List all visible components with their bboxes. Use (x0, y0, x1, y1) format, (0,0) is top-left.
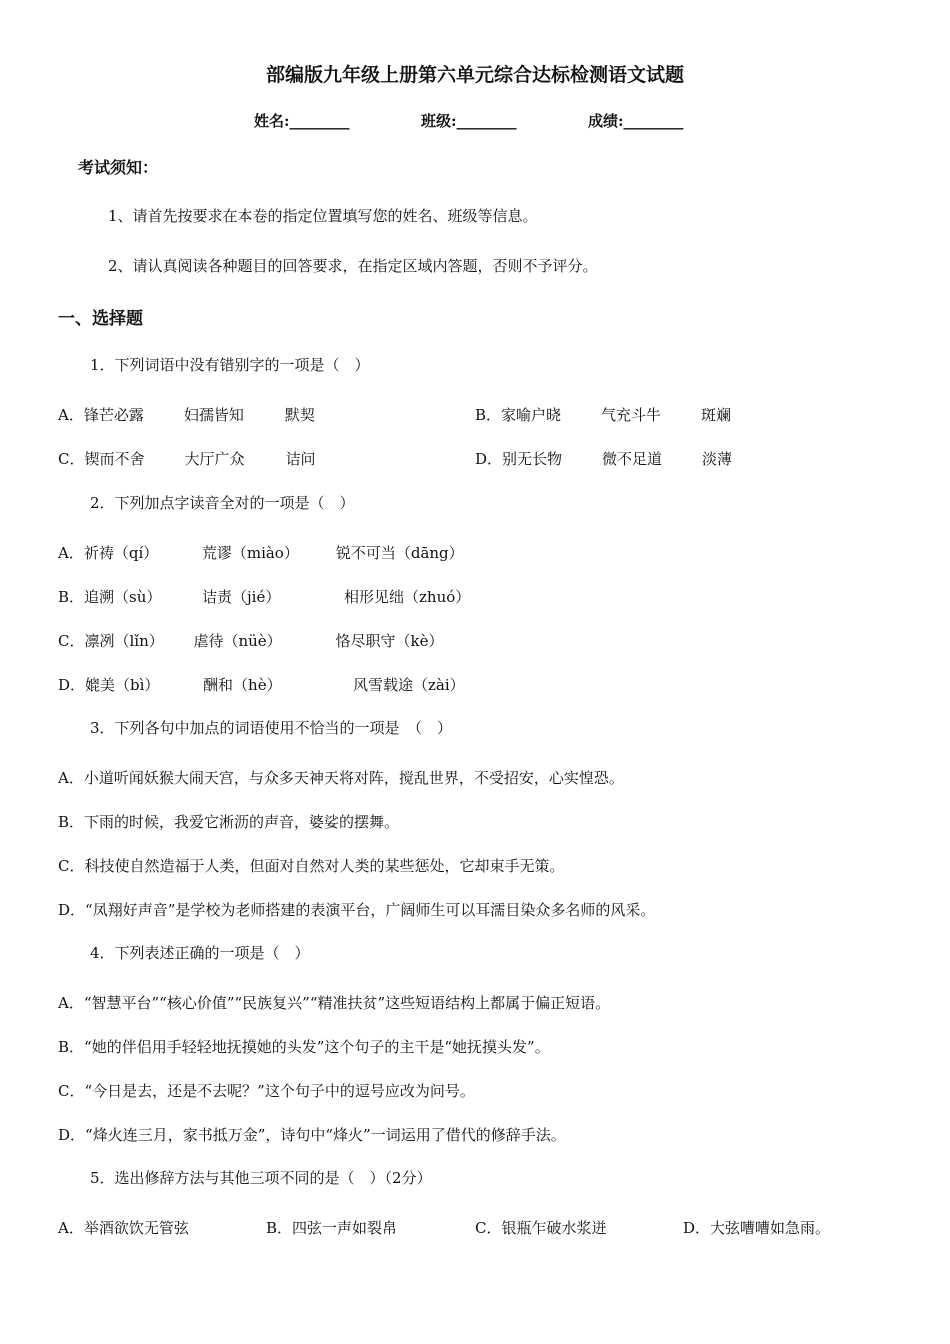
option-word: 锲而不舍 (84, 450, 145, 468)
q4-option-b[interactable]: B．“她的伴侣用手轻轻地抚摸她的头发”这个句子的主干是“她抚摸头发”。 (58, 1038, 550, 1056)
class-field[interactable]: 班级:________ (421, 112, 517, 130)
q2-option-b[interactable] (58, 586, 470, 607)
option-word: 虐待（nüè） (193, 632, 282, 650)
page-title: 部编版九年级上册第六单元综合达标检测语文试题 (265, 64, 684, 86)
name-field[interactable]: 姓名:________ (254, 112, 350, 130)
question-1-stem: 1．下列词语中没有错别字的一项是（ ） (90, 356, 370, 374)
option-label: B． (475, 406, 502, 424)
option-word: 默契 (284, 406, 315, 424)
q2-option-a[interactable] (58, 542, 464, 563)
option-label: D． (58, 676, 86, 694)
option-word: 斑斓 (701, 406, 732, 424)
q4-option-d[interactable]: D．“烽火连三月，家书抵万金”，诗句中“烽火”一词运用了借代的修辞手法。 (58, 1126, 566, 1144)
option-label: B． (58, 588, 85, 606)
option-word: 媲美（bì） (85, 676, 160, 694)
q1-option-b[interactable] (475, 404, 731, 425)
option-word: 淡薄 (702, 450, 733, 468)
q2-option-c[interactable] (58, 630, 443, 651)
option-word: 风雪载途（zài） (353, 676, 465, 694)
option-label: C． (58, 632, 85, 650)
option-word: 家喻户晓 (501, 406, 562, 424)
q1-option-d[interactable] (475, 448, 732, 469)
question-4-stem: 4．下列表述正确的一项是（ ） (90, 944, 310, 962)
q1-option-a[interactable] (58, 404, 315, 425)
notice-item-1: 1、请首先按要求在本卷的指定位置填写您的姓名、班级等信息。 (108, 207, 538, 225)
option-word: 别无长物 (502, 450, 563, 468)
option-word: 诘责（jié） (202, 588, 281, 606)
option-word: 恪尽职守（kè） (335, 632, 444, 650)
option-label: D． (475, 450, 503, 468)
q3-option-b[interactable]: B．下雨的时候，我爱它淅沥的声音，婆娑的摆舞。 (58, 813, 400, 831)
question-5-stem: 5．选出修辞方法与其他三项不同的是（ ）（2分） (90, 1169, 432, 1187)
notice-heading: 考试须知： (78, 158, 159, 177)
q5-option-a[interactable]: A．举酒欲饮无管弦 (58, 1219, 189, 1237)
q3-option-c[interactable]: C．科技使自然造福于人类，但面对自然对人类的某些惩处，它却束手无策。 (58, 857, 565, 875)
option-word: 追溯（sù） (84, 588, 162, 606)
q3-option-d[interactable]: D．“凤翔好声音”是学校为老师搭建的表演平台，广阔师生可以耳濡目染众多名师的风采。 (58, 901, 656, 919)
q4-option-a[interactable]: A．“智慧平台”“核心价值”“民族复兴”“精准扶贫”这些短语结构上都属于偏正短语。 (58, 994, 611, 1012)
option-word: 妇孺皆知 (183, 406, 244, 424)
question-3-stem: 3．下列各句中加点的词语使用不恰当的一项是 （ ） (90, 719, 453, 737)
score-field[interactable]: 成绩:________ (588, 112, 684, 130)
option-word: 大厅广众 (184, 450, 245, 468)
q2-option-d[interactable] (58, 674, 465, 695)
question-2-stem: 2．下列加点字读音全对的一项是（ ） (90, 494, 355, 512)
option-label: C． (58, 450, 85, 468)
option-word: 诘问 (285, 450, 316, 468)
option-label: A． (58, 544, 84, 562)
option-word: 凛冽（lǐn） (84, 632, 164, 650)
option-word: 酬和（hè） (203, 676, 282, 694)
option-word: 锐不可当（dāng） (335, 544, 464, 562)
section-heading: 一、选择题 (58, 309, 143, 329)
option-word: 微不足道 (602, 450, 663, 468)
notice-item-2: 2、请认真阅读各种题目的回答要求，在指定区域内答题，否则不予评分。 (108, 257, 598, 275)
option-word: 气充斗牛 (601, 406, 662, 424)
option-word: 相形见绌（zhuó） (344, 588, 471, 606)
q5-option-c[interactable]: C．银瓶乍破水浆迸 (475, 1219, 607, 1237)
q5-option-d[interactable]: D．大弦嘈嘈如急雨。 (683, 1219, 831, 1237)
q4-option-c[interactable]: C．“今日是去，还是不去呢？”这个句子中的逗号应改为问号。 (58, 1082, 475, 1100)
q5-option-b[interactable]: B．四弦一声如裂帛 (266, 1219, 398, 1237)
option-word: 锋芒必露 (83, 406, 144, 424)
q3-option-a[interactable]: A．小道听闻妖猴大闹天宫，与众多天神天将对阵，搅乱世界，不受招安，心实惶恐。 (58, 769, 624, 787)
option-word: 祈祷（qí） (83, 544, 159, 562)
option-label: A． (58, 406, 84, 424)
option-word: 荒谬（miào） (201, 544, 299, 562)
q1-option-c[interactable] (58, 448, 316, 469)
